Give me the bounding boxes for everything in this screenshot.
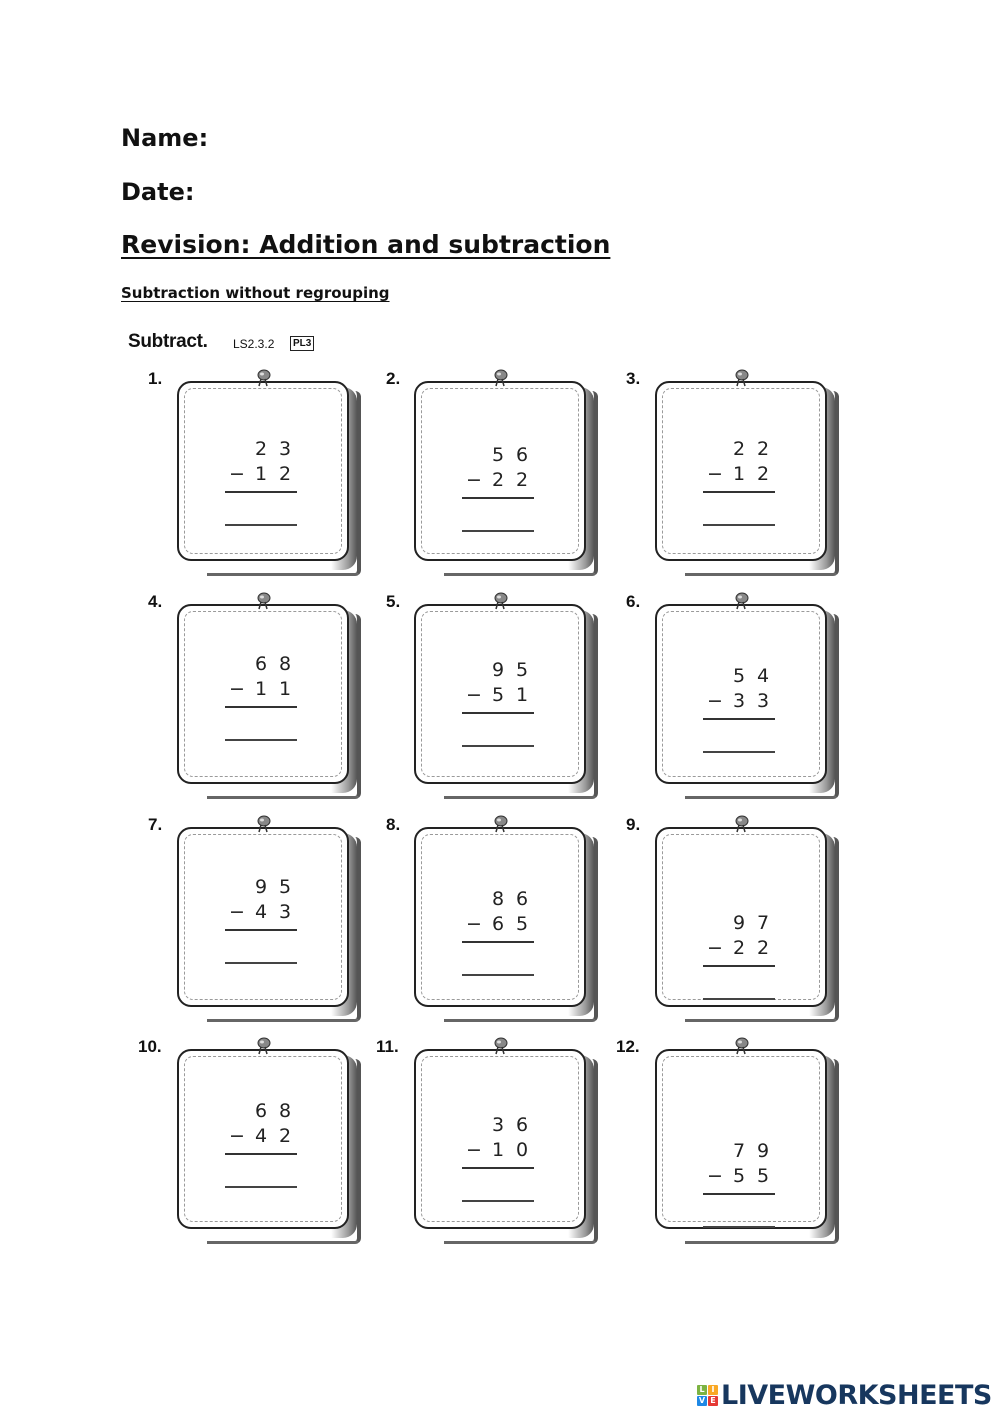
- subtraction-problem: [462, 443, 534, 532]
- subtrahend-row: [703, 462, 775, 487]
- section-subtitle: Subtraction without regrouping: [121, 284, 390, 302]
- subtrahend-row: [225, 900, 297, 925]
- minus-sign: −: [707, 1165, 723, 1187]
- subtrahend-row: [462, 683, 534, 708]
- minuend-row: [225, 652, 297, 677]
- digit: 6: [254, 1100, 268, 1122]
- problem-number: 5.: [386, 592, 401, 611]
- problem-card: [655, 1049, 829, 1232]
- minus-sign: −: [466, 1139, 482, 1161]
- subtraction-problem: [462, 1113, 534, 1202]
- digit: 1: [515, 684, 529, 706]
- pushpin-icon: [492, 592, 508, 610]
- pushpin-icon: [255, 1037, 271, 1055]
- subtraction-problem: [462, 658, 534, 747]
- minus-sign: −: [229, 463, 245, 485]
- minuend-row: [703, 664, 775, 689]
- minuend-row: [225, 437, 297, 462]
- digit: 2: [756, 937, 770, 959]
- logo-tile: V: [698, 1396, 706, 1405]
- logo-tile: L: [697, 1385, 707, 1395]
- minus-sign: −: [466, 469, 482, 491]
- digit: 9: [732, 912, 746, 934]
- subtrahend-row: [703, 936, 775, 961]
- answer-blank[interactable]: [462, 1200, 534, 1202]
- answer-blank[interactable]: [703, 751, 775, 753]
- answer-blank[interactable]: [462, 745, 534, 747]
- subtraction-problem: [462, 887, 534, 976]
- digit: 5: [515, 913, 529, 935]
- digit: 1: [732, 463, 746, 485]
- sum-line: [225, 706, 297, 708]
- digit: 5: [756, 1165, 770, 1187]
- answer-blank[interactable]: [225, 524, 297, 526]
- sum-line: [225, 1153, 297, 1155]
- minuend-row: [462, 887, 534, 912]
- minuend-row: [225, 1099, 297, 1124]
- problem-card: [414, 604, 588, 787]
- pushpin-icon: [733, 815, 749, 833]
- digit: 1: [491, 1139, 505, 1161]
- pushpin-icon: [492, 1037, 508, 1055]
- problem-number: 9.: [626, 815, 641, 834]
- problem-number: 8.: [386, 815, 401, 834]
- minus-sign: −: [466, 913, 482, 935]
- pushpin-icon: [255, 815, 271, 833]
- standard-code: LS2.3.2: [233, 337, 275, 351]
- subtraction-problem: [225, 437, 297, 526]
- subtraction-problem: [703, 664, 775, 753]
- answer-blank[interactable]: [703, 524, 775, 526]
- answer-blank[interactable]: [703, 1226, 775, 1228]
- problem-number: 10.: [138, 1037, 162, 1056]
- answer-blank[interactable]: [703, 998, 775, 1000]
- minuend-row: [703, 911, 775, 936]
- answer-blank[interactable]: [462, 974, 534, 976]
- problem-number: 6.: [626, 592, 641, 611]
- brand-name: LIVEWORKSHEETS: [721, 1380, 992, 1411]
- minuend-row: [462, 1113, 534, 1138]
- pushpin-icon: [733, 592, 749, 610]
- problem-number: 2.: [386, 369, 401, 388]
- subtrahend-row: [703, 689, 775, 714]
- minus-sign: −: [229, 678, 245, 700]
- sum-line: [225, 491, 297, 493]
- subtraction-problem: [225, 1099, 297, 1188]
- problem-card: [177, 1049, 351, 1232]
- problem-card: [177, 827, 351, 1010]
- sum-line: [703, 718, 775, 720]
- pushpin-icon: [255, 369, 271, 387]
- answer-blank[interactable]: [225, 739, 297, 741]
- pushpin-icon: [492, 369, 508, 387]
- subtrahend-row: [462, 1138, 534, 1163]
- sum-line: [703, 491, 775, 493]
- digit: 6: [254, 653, 268, 675]
- sum-line: [462, 712, 534, 714]
- problem-card: [414, 1049, 588, 1232]
- digit: 4: [254, 1125, 268, 1147]
- subtrahend-row: [462, 912, 534, 937]
- digit: 2: [278, 463, 292, 485]
- pushpin-icon: [733, 369, 749, 387]
- name-label: Name:: [121, 124, 209, 152]
- digit: 1: [254, 463, 268, 485]
- pushpin-icon: [255, 592, 271, 610]
- logo-tile: I: [708, 1385, 718, 1395]
- liveworksheets-logo: [697, 1380, 992, 1411]
- digit: 3: [756, 690, 770, 712]
- logo-tile: E: [708, 1396, 718, 1406]
- answer-blank[interactable]: [225, 962, 297, 964]
- minus-sign: −: [707, 463, 723, 485]
- digit: 3: [278, 438, 292, 460]
- digit: 2: [756, 463, 770, 485]
- pushpin-icon: [733, 1037, 749, 1055]
- digit: 5: [278, 876, 292, 898]
- digit: 3: [732, 690, 746, 712]
- minus-sign: −: [707, 937, 723, 959]
- problem-number: 1.: [148, 369, 163, 388]
- problem-card: [177, 381, 351, 564]
- problem-number: 3.: [626, 369, 641, 388]
- problem-number: 4.: [148, 592, 163, 611]
- subtrahend-row: [225, 1124, 297, 1149]
- digit: 6: [515, 444, 529, 466]
- digit: 1: [254, 678, 268, 700]
- problem-number: 11.: [376, 1037, 399, 1056]
- subtraction-problem: [225, 652, 297, 741]
- digit: 2: [491, 469, 505, 491]
- digit: 9: [491, 659, 505, 681]
- digit: 7: [732, 1140, 746, 1162]
- worksheet-title: Revision: Addition and subtraction: [121, 230, 611, 259]
- minus-sign: −: [229, 901, 245, 923]
- problem-number: 7.: [148, 815, 163, 834]
- date-label: Date:: [121, 178, 195, 206]
- digit: 8: [278, 1100, 292, 1122]
- digit: 5: [515, 659, 529, 681]
- minus-sign: −: [466, 684, 482, 706]
- minuend-row: [462, 658, 534, 683]
- subtrahend-row: [462, 468, 534, 493]
- subtrahend-row: [225, 462, 297, 487]
- minuend-row: [703, 437, 775, 462]
- pushpin-icon: [492, 815, 508, 833]
- digit: 9: [254, 876, 268, 898]
- digit: 5: [732, 1165, 746, 1187]
- minuend-row: [462, 443, 534, 468]
- digit: 6: [491, 913, 505, 935]
- digit: 5: [491, 684, 505, 706]
- problem-number: 12.: [616, 1037, 640, 1056]
- digit: 3: [278, 901, 292, 923]
- sum-line: [703, 1193, 775, 1195]
- level-badge: PL3: [290, 336, 314, 351]
- digit: 8: [491, 888, 505, 910]
- digit: 2: [515, 469, 529, 491]
- subtraction-problem: [703, 437, 775, 526]
- digit: 5: [491, 444, 505, 466]
- subtraction-problem: [225, 875, 297, 964]
- digit: 2: [732, 937, 746, 959]
- digit: 7: [756, 912, 770, 934]
- instruction-label: Subtract.: [128, 331, 208, 352]
- problem-card: [414, 381, 588, 564]
- digit: 4: [756, 665, 770, 687]
- subtraction-problem: [703, 911, 775, 1000]
- digit: 1: [278, 678, 292, 700]
- digit: 3: [491, 1114, 505, 1136]
- subtrahend-row: [225, 677, 297, 702]
- digit: 8: [278, 653, 292, 675]
- minus-sign: −: [707, 690, 723, 712]
- subtraction-problem: [703, 1139, 775, 1228]
- problem-card: [177, 604, 351, 787]
- sum-line: [462, 497, 534, 499]
- problem-card: [655, 604, 829, 787]
- minuend-row: [703, 1139, 775, 1164]
- sum-line: [462, 941, 534, 943]
- digit: 2: [756, 438, 770, 460]
- minus-sign: −: [229, 1125, 245, 1147]
- problem-card: [414, 827, 588, 1010]
- minuend-row: [225, 875, 297, 900]
- problem-card: [655, 381, 829, 564]
- digit: 5: [732, 665, 746, 687]
- sum-line: [703, 965, 775, 967]
- digit: 2: [278, 1125, 292, 1147]
- digit: 6: [515, 888, 529, 910]
- digit: 2: [732, 438, 746, 460]
- logo-tiles-icon: [697, 1385, 718, 1406]
- digit: 2: [254, 438, 268, 460]
- digit: 6: [515, 1114, 529, 1136]
- answer-blank[interactable]: [225, 1186, 297, 1188]
- sum-line: [225, 929, 297, 931]
- digit: 0: [515, 1139, 529, 1161]
- problem-card: [655, 827, 829, 1010]
- subtrahend-row: [703, 1164, 775, 1189]
- answer-blank[interactable]: [462, 530, 534, 532]
- digit: 4: [254, 901, 268, 923]
- digit: 9: [756, 1140, 770, 1162]
- sum-line: [462, 1167, 534, 1169]
